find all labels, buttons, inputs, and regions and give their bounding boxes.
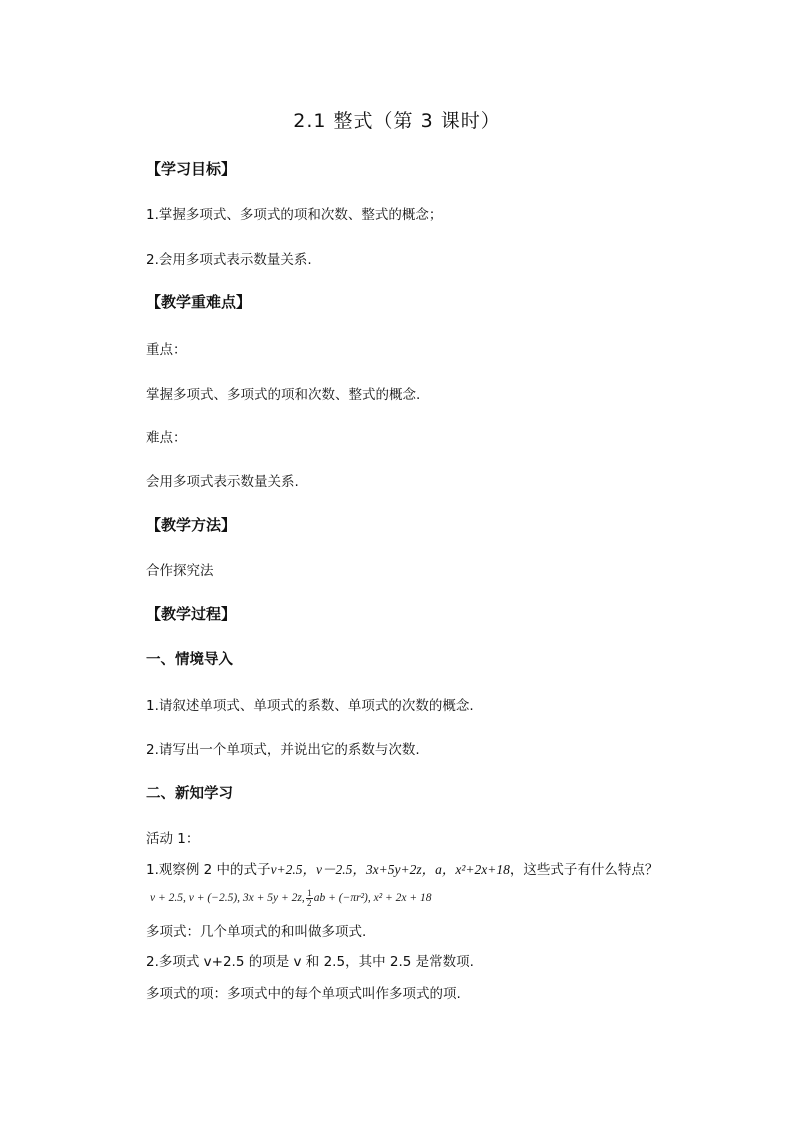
formula-part-a: v + 2.5, v + (−2.5), 3x + 5y + 2z,	[150, 892, 305, 904]
part2-heading: 二、新知学习	[146, 786, 233, 802]
activity-label: 活动 1：	[146, 831, 200, 847]
part1-item-1: 1.请叙述单项式、单项式的系数、单项式的次数的概念.	[146, 698, 474, 714]
question-1	[146, 858, 658, 878]
question-1-expressions: v+2.5，v－2.5，3x+5y+2z，a，x²+2x+18	[270, 862, 510, 877]
objective-item-1: 1.掌握多项式、多项式的项和次数、整式的概念；	[146, 207, 443, 223]
question-1-prefix: 1.观察例 2 中的式子	[146, 862, 271, 878]
page-title: 2.1 整式（第 3 课时）	[293, 110, 501, 132]
fraction-denominator: 2	[306, 897, 312, 908]
formula-fraction	[306, 889, 313, 908]
formula-image	[150, 884, 432, 912]
method-text: 合作探究法	[146, 563, 214, 579]
objectives-heading: 【学习目标】	[146, 160, 237, 178]
difficult-label: 难点：	[146, 430, 187, 446]
important-text: 掌握多项式、多项式的项和次数、整式的概念.	[146, 387, 421, 403]
objective-item-2: 2.会用多项式表示数量关系.	[146, 252, 312, 268]
method-heading: 【教学方法】	[146, 516, 237, 534]
part1-item-2: 2.请写出一个单项式，并说出它的系数与次数.	[146, 742, 420, 758]
key-points-heading: 【教学重难点】	[146, 293, 252, 311]
process-heading: 【教学过程】	[146, 605, 237, 623]
important-label: 重点：	[146, 342, 187, 358]
polynomial-definition: 多项式：几个单项式的和叫做多项式.	[146, 924, 367, 940]
formula-part-b: ab + (−πr²), x² + 2x + 18	[313, 892, 432, 904]
question-2: 2.多项式 v+2.5 的项是 v 和 2.5，其中 2.5 是常数项.	[146, 954, 474, 970]
term-definition: 多项式的项：多项式中的每个单项式叫作多项式的项.	[146, 986, 461, 1002]
fraction-numerator: 1	[306, 887, 312, 898]
part1-heading: 一、情境导入	[146, 652, 233, 668]
difficult-text: 会用多项式表示数量关系.	[146, 474, 299, 490]
question-1-suffix: ，这些式子有什么特点？	[509, 862, 659, 878]
